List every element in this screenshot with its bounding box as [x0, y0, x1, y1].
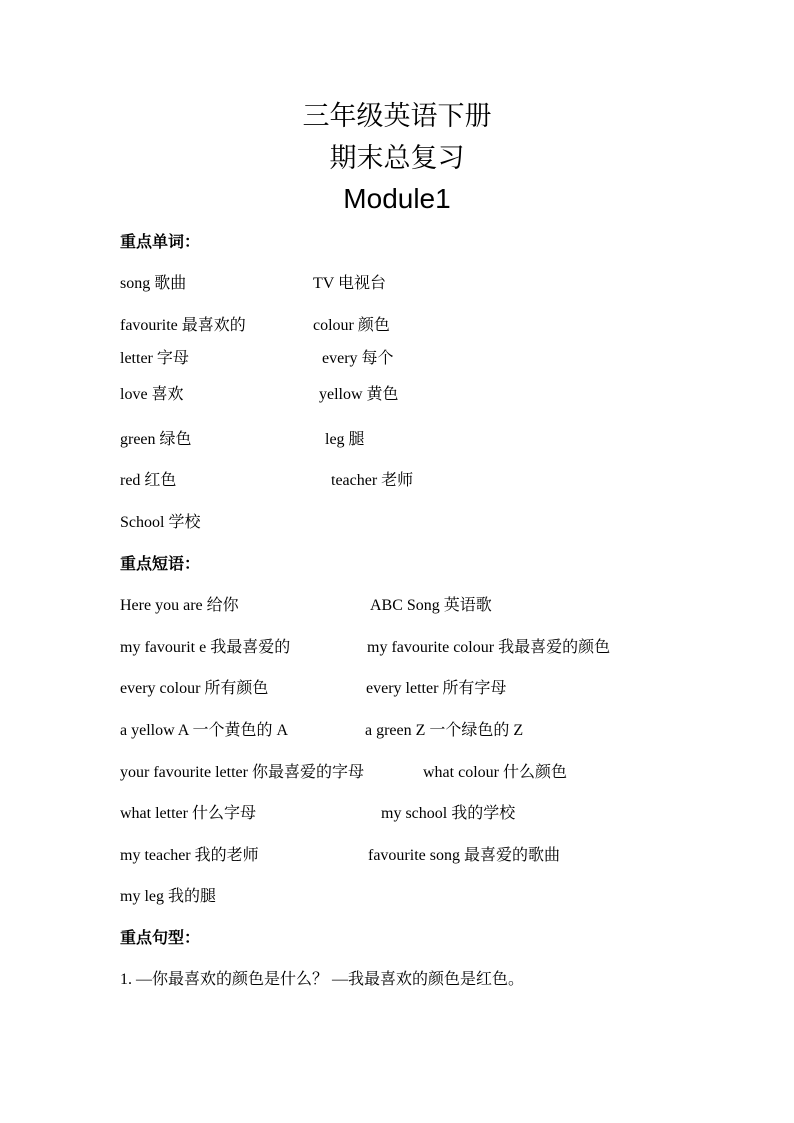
- word-row: [0, 384, 794, 406]
- section-heading-key-phrases: 重点短语：: [120, 554, 201, 573]
- phrase-row: [0, 886, 794, 908]
- phrase-entry: my favourit e 我最喜爱的: [120, 639, 291, 656]
- phrase-row: [0, 845, 794, 867]
- word-entry: yellow 黄色: [319, 386, 399, 403]
- word-entry: teacher 老师: [331, 472, 414, 489]
- word-entry: TV 电视台: [313, 275, 387, 292]
- phrase-row: [0, 762, 794, 784]
- phrase-entry: Here you are 给你: [120, 597, 239, 614]
- word-entry: favourite 最喜欢的: [120, 317, 246, 334]
- section-heading-key-sentences: 重点句型：: [120, 928, 201, 947]
- document-subtitle: 期末总复习: [329, 143, 465, 174]
- word-entry: School 学校: [120, 514, 201, 531]
- phrase-entry: every letter 所有字母: [366, 680, 507, 697]
- phrase-row: [0, 720, 794, 742]
- phrase-row: [0, 803, 794, 825]
- phrase-entry: every colour 所有颜色: [120, 680, 269, 697]
- phrase-entry: favourite song 最喜爱的歌曲: [368, 847, 560, 864]
- word-entry: red 红色: [120, 472, 177, 489]
- phrase-entry: my teacher 我的老师: [120, 847, 259, 864]
- document-title: 三年级英语下册: [302, 101, 492, 132]
- phrase-entry: my favourite colour 我最喜爱的颜色: [367, 639, 611, 656]
- word-entry: love 喜欢: [120, 386, 184, 403]
- word-row: [0, 273, 794, 295]
- word-entry: leg 腿: [325, 431, 365, 448]
- section-heading-key-words: 重点单词：: [120, 232, 201, 251]
- phrase-entry: what letter 什么字母: [120, 805, 256, 822]
- phrase-entry: what colour 什么颜色: [423, 764, 567, 781]
- phrase-entry: my leg 我的腿: [120, 888, 216, 905]
- phrase-entry: your favourite letter 你最喜爱的字母: [120, 764, 364, 781]
- word-row: [0, 315, 794, 337]
- phrase-entry: my school 我的学校: [381, 805, 516, 822]
- phrase-entry: a green Z 一个绿色的 Z: [365, 722, 524, 739]
- word-entry: song 歌曲: [120, 275, 187, 292]
- word-entry: letter 字母: [120, 350, 189, 367]
- module-heading: Module1: [343, 183, 451, 214]
- word-entry: green 绿色: [120, 431, 192, 448]
- word-row: [0, 512, 794, 534]
- phrase-entry: ABC Song 英语歌: [370, 597, 492, 614]
- word-entry: colour 颜色: [313, 317, 390, 334]
- word-row: [0, 470, 794, 492]
- sentence-item: 1. —你最喜欢的颜色是什么？ —我最喜欢的颜色是红色。: [120, 971, 525, 988]
- word-row: [0, 429, 794, 451]
- word-row: [0, 348, 794, 370]
- phrase-row: [0, 595, 794, 617]
- phrase-row: [0, 637, 794, 659]
- phrase-entry: a yellow A 一个黄色的 A: [120, 722, 288, 739]
- word-entry: every 每个: [322, 350, 394, 367]
- phrase-row: [0, 678, 794, 700]
